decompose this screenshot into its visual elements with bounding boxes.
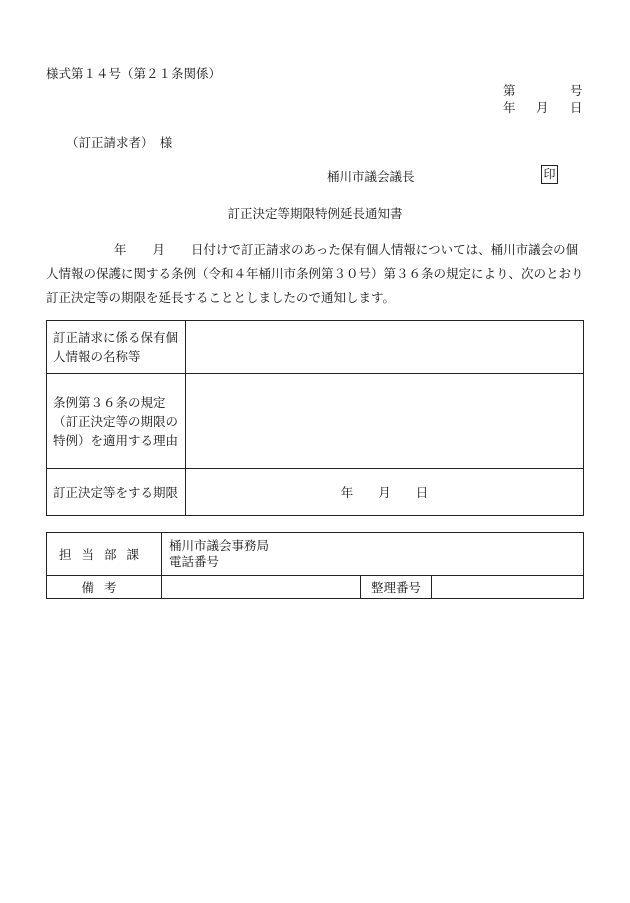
addressee: （訂正請求者） 様	[66, 135, 173, 150]
remarks-label: 備考	[47, 576, 162, 599]
table-row	[47, 469, 584, 516]
remarks-value	[162, 576, 361, 599]
date-month: 月	[536, 100, 549, 115]
body-paragraph	[46, 238, 584, 310]
department-name: 桶川市議会事務局	[169, 538, 270, 553]
reference-number-label: 整理番号	[361, 576, 432, 599]
extension-details-table	[46, 320, 584, 516]
table-row	[47, 576, 584, 599]
reason-label: 条例第３６条の規定（訂正決定等の期限の特例）を適用する理由	[47, 374, 186, 469]
seal-mark: 印	[541, 165, 558, 184]
document-title: 訂正決定等期限特例延長通知書	[227, 206, 403, 221]
deadline-label: 訂正決定等をする期限	[47, 469, 186, 516]
number-suffix: 号	[570, 83, 583, 98]
department-label: 担当部課	[47, 533, 162, 576]
info-name-label: 訂正請求に係る保有個人情報の名称等	[47, 321, 186, 374]
date-day: 日	[570, 100, 583, 115]
phone-label: 電話番号	[169, 554, 220, 569]
date-year: 年	[503, 100, 516, 115]
body-text: 日付けで訂正請求のあった保有個人情報については、桶川市議会の個人情報の保護に関する条例（令和４年桶川市条例第３０号）第３６条の規定により、次のとおり訂正決定等の期限を延長することとしましたので通知します。	[46, 242, 584, 305]
reference-number-value	[432, 576, 584, 599]
reason-value	[186, 374, 584, 469]
body-month: 月	[152, 242, 166, 257]
table-row	[47, 321, 584, 374]
table-row	[47, 533, 584, 576]
info-name-value	[186, 321, 584, 374]
table-row	[47, 374, 584, 469]
department-value	[162, 533, 584, 576]
sender: 桶川市議会議長	[327, 169, 415, 184]
form-number: 様式第１４号（第２１条関係）	[46, 66, 222, 81]
contact-table	[46, 532, 584, 599]
deadline-value: 年 月 日	[186, 469, 584, 516]
number-prefix: 第	[503, 83, 516, 98]
body-year: 年	[114, 242, 127, 257]
